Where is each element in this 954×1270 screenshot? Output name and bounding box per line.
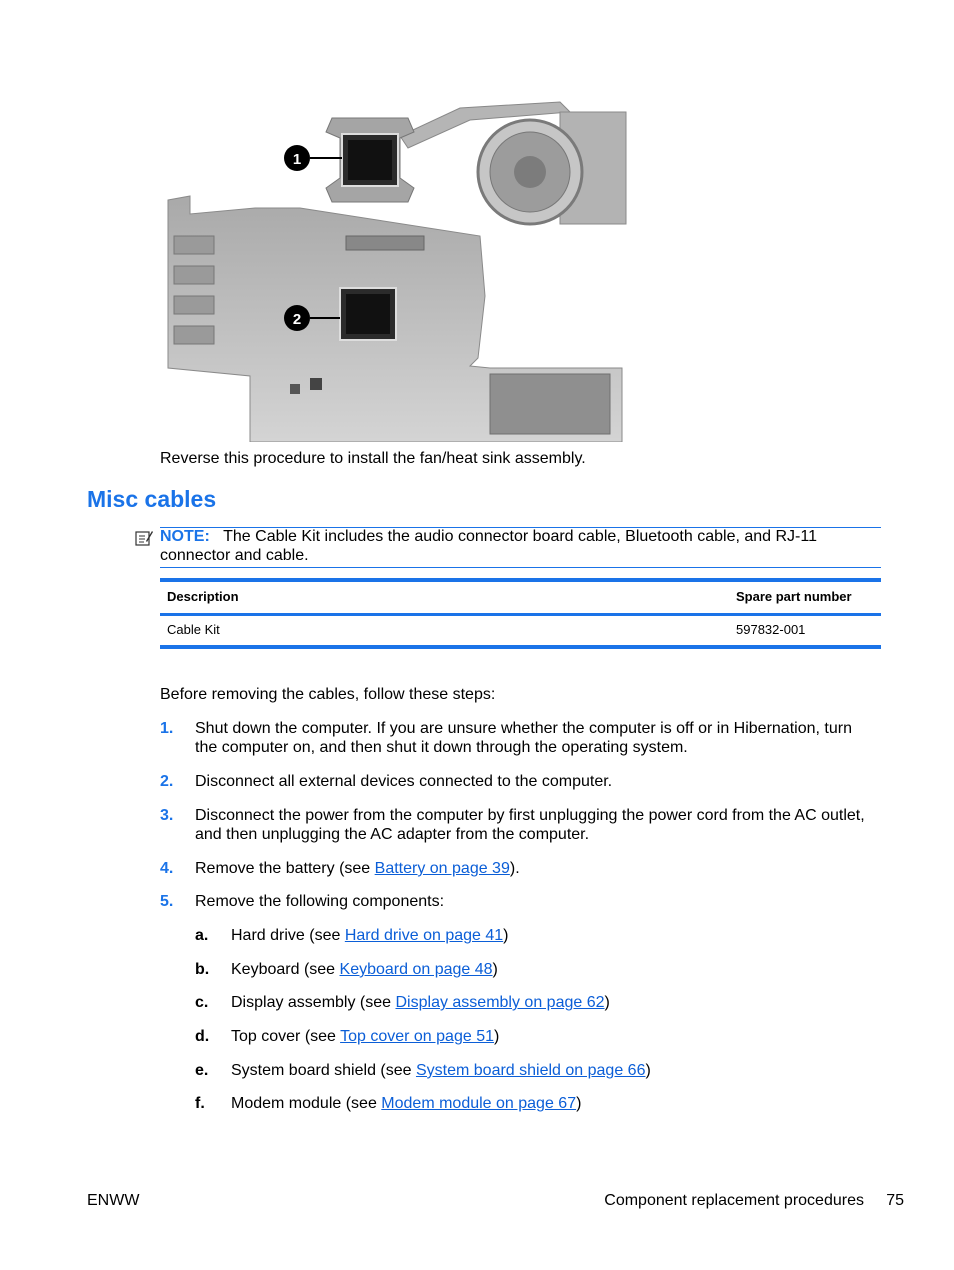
substep-letter: f.	[195, 1095, 205, 1112]
table-rule-top	[160, 578, 881, 582]
substep-text	[231, 1061, 651, 1080]
callout-2-label: 2	[292, 311, 302, 328]
substep-text-post: )	[503, 927, 509, 944]
link-modem-module[interactable]: Modem module on page 67	[381, 1095, 577, 1112]
substep-text	[231, 1094, 581, 1113]
link-display-assembly[interactable]: Display assembly on page 62	[395, 994, 605, 1011]
note-text: The Cable Kit includes the audio connector board cable, Bluetooth cable, and RJ-11 connector and cable.	[160, 528, 817, 564]
step-number: 4.	[160, 860, 174, 877]
note-box	[160, 527, 850, 565]
page-number: 75	[886, 1192, 904, 1209]
substep-text-post: )	[576, 1095, 582, 1112]
footer-section: Component replacement procedures	[604, 1192, 864, 1209]
substep-text-pre: Keyboard (see	[231, 961, 340, 978]
substep-text-pre: System board shield (see	[231, 1062, 416, 1079]
substep-text	[231, 926, 508, 945]
link-top-cover[interactable]: Top cover on page 51	[340, 1028, 494, 1045]
substep-text-pre: Modem module (see	[231, 1095, 382, 1112]
callout-1-label: 1	[292, 151, 302, 168]
table-cell-description: Cable Kit	[167, 622, 220, 637]
step-text	[195, 859, 875, 878]
substep-text-post: )	[604, 994, 610, 1011]
table-header-description: Description	[167, 589, 239, 604]
substep-letter: a.	[195, 927, 209, 944]
substep-text-post: )	[493, 1028, 500, 1045]
step-text-pre: Remove the battery (see	[195, 860, 375, 877]
step-number: 5.	[160, 893, 174, 910]
note-pencil-icon	[135, 529, 153, 547]
link-keyboard[interactable]: Keyboard on page 48	[339, 961, 493, 978]
step-text: Shut down the computer. If you are unsure whether the computer is off or in Hibernation, turn the computer on, and then shut it down through the operating system.	[195, 720, 852, 756]
substep-text	[231, 960, 498, 979]
substep-text	[231, 993, 610, 1012]
substep-text	[231, 1027, 499, 1046]
substep-text-pre: Hard drive (see	[231, 927, 345, 944]
table-rule-bottom	[160, 645, 881, 649]
note-rule-bottom	[160, 567, 881, 568]
footer-right	[604, 1192, 904, 1210]
note-label: NOTE:	[160, 528, 210, 545]
step-text: Remove the following components:	[195, 893, 445, 910]
substep-text-pre: Top cover (see	[231, 1028, 341, 1045]
table-cell-part-number: 597832-001	[736, 622, 806, 637]
footer-left: ENWW	[87, 1192, 140, 1209]
table-header-spare-part-number: Spare part number	[736, 589, 852, 604]
substep-letter: d.	[195, 1028, 210, 1045]
link-hard-drive[interactable]: Hard drive on page 41	[344, 927, 504, 944]
step-text: Disconnect the power from the computer by first unplugging the power cord from the AC outlet, and then unplugging the AC adapter from the computer.	[195, 807, 865, 843]
link-system-board-shield[interactable]: System board shield on page 66	[415, 1062, 646, 1079]
link-battery[interactable]: Battery on page 39	[374, 860, 510, 877]
substep-letter: e.	[195, 1062, 209, 1079]
step-text: Disconnect all external devices connected to the computer.	[195, 773, 613, 790]
substep-text-pre: Display assembly (see	[231, 994, 396, 1011]
substep-letter: c.	[195, 994, 209, 1011]
intro-text: Reverse this procedure to install the fan/heat sink assembly.	[160, 450, 586, 467]
step-number: 3.	[160, 807, 174, 824]
heat-sink-figure	[160, 96, 630, 442]
substep-letter: b.	[195, 961, 210, 978]
step-number: 1.	[160, 720, 174, 737]
section-heading: Misc cables	[87, 486, 217, 512]
step-number: 2.	[160, 773, 174, 790]
table-rule-header	[160, 613, 881, 616]
substep-text-post: )	[645, 1062, 651, 1079]
before-text: Before removing the cables, follow these steps:	[160, 686, 496, 703]
substep-text-post: )	[492, 961, 498, 978]
step-text-post: ).	[509, 860, 520, 877]
